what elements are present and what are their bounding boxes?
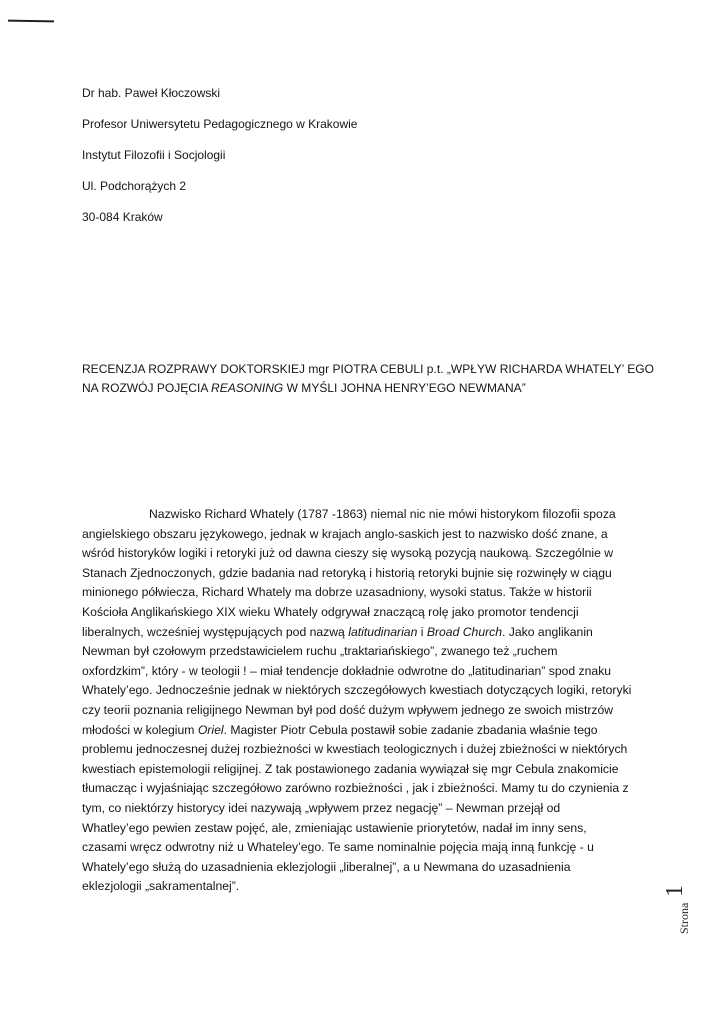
body-line-16: tym, co niektórzy historycy idei nazywają „wpływem przez negację” – Newman przejął od	[82, 800, 561, 815]
body-line-11: czy teorii poznania religijnego Newman był pod dość dużym wpływem jednego ze swoich mistrzów	[82, 702, 614, 717]
review-title-line-2	[82, 379, 657, 398]
review-title-line-2-end: W MYŚLI JOHNA HENRY’EGO NEWMANA”	[283, 381, 526, 395]
body-line-6: Kościoła Anglikańskiego XIX wieku Whately odgrywał znaczącą rolę jako promotor tendencji	[82, 604, 579, 619]
scan-margin-mark	[8, 20, 54, 23]
body-line-4: Stanach Zjednoczonych, gdzie badania nad retoryką i historią retoryki bujnie się rozwinęły w ciągu	[82, 565, 612, 580]
body-line-14: kwestiach epistemologii religijnej. Z tak postawionego zadania wywiązał się mgr Cebula znakomicie	[82, 761, 619, 776]
body-line-18: czasami wręcz odwrotny niż u Whateley’ego. Te same nominalnie pojęcia mają inną funkcję - u	[82, 840, 594, 855]
body-line-9: oxfordzkim”, który - w teologii ! – miał tendencje dokładnie odwrotne do „latitudinarian” spod znaku	[82, 663, 612, 678]
body-line-19: Whately’ego służą do uzasadnienia eklezjologii „liberalnej”, a u Newmana do uzasadnienia	[82, 859, 571, 874]
body-line-2: angielskiego obszaru językowego, jednak w krajach anglo-saskich jest to nazwisko dość znane, a	[82, 526, 608, 541]
street-address: Ul. Podchorążych 2	[82, 179, 187, 193]
body-line-3: wśród historyków logiki i retoryki już od dawna cieszy się wysoką pozycją naukową. Szczególnie w	[82, 546, 614, 561]
body-line-15: tłumacząc i wyjaśniając szczegółowo zarówno rozbieżności , jak i zbieżności. Mamy tu do czynienia z	[82, 781, 629, 796]
body-line-12: młodości w kolegium Oriel. Magister Piotr Cebula postawił sobie zadanie zbadania właśnie tego	[82, 722, 598, 737]
postal-city: 30-084 Kraków	[82, 210, 163, 224]
author-name: Dr hab. Paweł Kłoczowski	[82, 86, 221, 100]
body-line-20: eklezjologii „sakramentalnej”.	[82, 879, 240, 894]
author-institute: Instytut Filozofii i Socjologii	[82, 148, 226, 162]
body-line-13: problemu jednoczesnej dużej rozbieżności w kwestiach teologicznych i dużej zbieżności w niektórych	[82, 742, 628, 757]
review-title-italic-term: REASONING	[211, 381, 284, 395]
page-footer	[658, 830, 720, 934]
body-line-17: Whatley’ego pewien zestaw pojęć, ale, zmieniając ustawienie priorytetów, nadał im inny sens,	[82, 820, 587, 835]
body-line-8: Newman był czołowym przedstawicielem ruchu „traktariańskiego”, zwanego też „ruchem	[82, 644, 558, 659]
review-title-line-2-start: NA ROZWÓJ POJĘCIA	[82, 381, 212, 395]
page-number: 1	[662, 885, 688, 897]
author-address-block	[82, 86, 642, 241]
body-line-7: liberalnych, wcześniej występujących pod nazwą latitudinarian i Broad Church. Jako anglikanin	[82, 624, 593, 639]
review-title	[82, 360, 657, 398]
body-line-10: Whately’ego. Jednocześnie jednak w niektórych szczegółowych kwestiach dotyczących logiki, retoryki	[82, 683, 632, 698]
body-line-5: minionego półwiecza, Richard Whately ma dobrze uzasadniony, wysoki status. Także w historii	[82, 585, 592, 600]
author-position: Profesor Uniwersytetu Pedagogicznego w Krakowie	[82, 117, 358, 131]
page-label: Strona	[677, 902, 691, 934]
body-line-1: Nazwisko Richard Whately (1787 -1863) niemal nic nie mówi historykom filozofii spoza	[149, 507, 616, 521]
review-body-paragraph	[82, 505, 652, 897]
review-title-line-1: RECENZJA ROZPRAWY DOKTORSKIEJ mgr PIOTRA CEBULI p.t. „WPŁYW RICHARDA WHATELY’ EGO	[82, 362, 654, 376]
